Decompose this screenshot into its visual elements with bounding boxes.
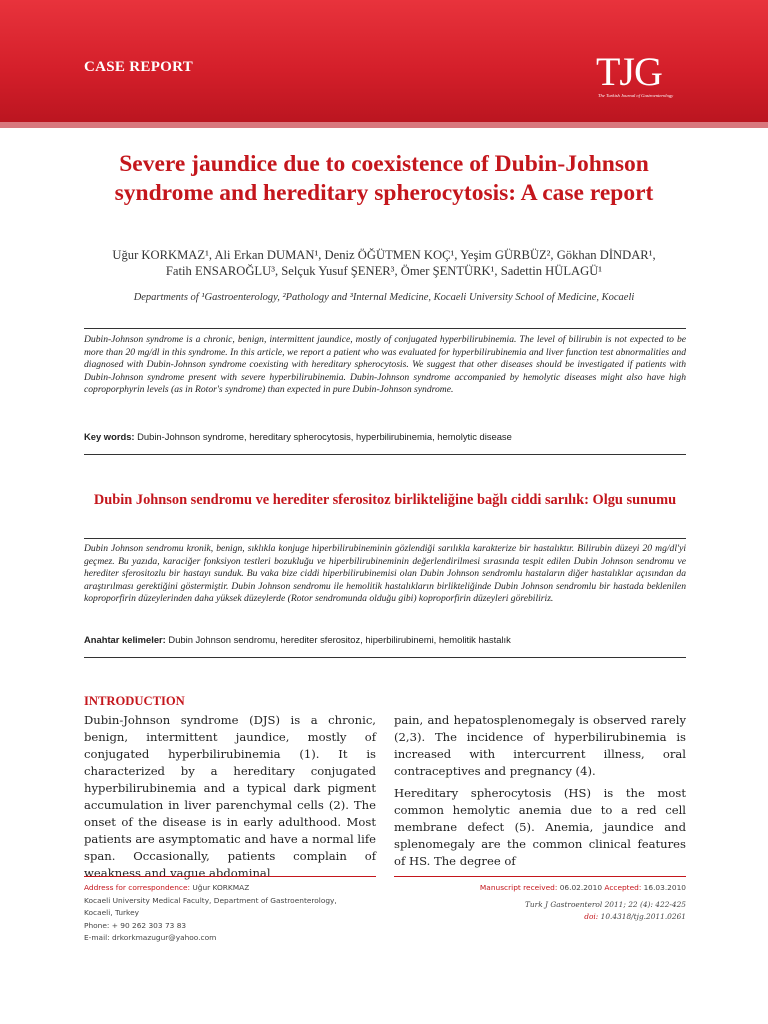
keywords-turkish [84, 634, 686, 645]
anahtar-kelimeler-value: Dubin Johnson sendromu, herediter sferositoz, hiperbilirubinemi, hemolitik hastalık [168, 634, 511, 645]
correspondence-address [84, 882, 384, 945]
authors-line-2: Fatih ENSAROĞLU³, Selçuk Yusuf ŞENER³, Ömer ŞENTÜRK¹, Sadettin HÜLAGÜ¹ [165, 264, 603, 278]
accepted-label: Accepted: [604, 883, 642, 892]
body-column-right [394, 712, 686, 870]
logo-subtitle: The Turkish Journal of Gastroenterology [598, 93, 674, 98]
doi-value: 10.4318/tjg.2011.0261 [600, 912, 686, 921]
doi-label: doi: [584, 912, 599, 921]
doi [394, 911, 686, 924]
email-address: E-mail: drkorkmazugur@yahoo.com [84, 933, 217, 942]
section-label: CASE REPORT [84, 59, 194, 75]
turkish-abstract-bottom-rule [84, 657, 686, 658]
keywords-english [84, 431, 686, 442]
received-date: 06.02.2010 [559, 883, 603, 892]
body-column-left [84, 712, 376, 882]
author-list [84, 247, 684, 279]
received-label: Manuscript received: [479, 883, 558, 892]
turkish-title: Dubin Johnson sendromu ve herediter sferositoz birlikteliğine bağlı ciddi sarılık: Olgu sunumu [93, 492, 677, 508]
logo-text: TJG [596, 49, 662, 94]
manuscript-dates [394, 882, 686, 895]
correspondence-label: Address for correspondence: [84, 883, 190, 892]
abstract-bottom-rule [84, 454, 686, 455]
correspondence-name: Uğur KORKMAZ [192, 883, 250, 892]
journal-logo [596, 49, 692, 102]
address-line-1: Kocaeli University Medical Faculty, Department of Gastroenterology, [84, 895, 337, 905]
accepted-date: 16.03.2010 [643, 883, 686, 892]
address-line-2: Kocaeli, Turkey [84, 908, 139, 917]
abstract-top-rule [84, 328, 686, 329]
keywords-value: Dubin-Johnson syndrome, hereditary spherocytosis, hyperbilirubinemia, hemolytic disease [137, 431, 512, 442]
footer-rule-right [394, 876, 686, 877]
keywords-label: Key words: [84, 431, 135, 442]
phone-number: Phone: + 90 262 303 73 83 [84, 920, 187, 930]
manuscript-meta [394, 882, 686, 924]
intro-paragraph-3: Hereditary spherocytosis (HS) is the most common hemolytic anemia due to a red cell membrane defect (5). Anemia, jaundice and splenomegaly are the common clinical features of HS. The degree of [394, 786, 686, 868]
turkish-abstract-top-rule [84, 538, 686, 539]
affiliations: Departments of ¹Gastroenterology, ²Pathology and ³Internal Medicine, Kocaeli University School of Medicine, Kocaeli [133, 292, 635, 303]
authors-line-1: Uğur KORKMAZ¹, Ali Erkan DUMAN¹, Deniz ÖĞÜTMEN KOÇ¹, Yeşim GÜRBÜZ², Gökhan DİNDAR¹, [112, 248, 656, 262]
article-title: Severe jaundice due to coexistence of Dubin-Johnson syndrome and hereditary spherocytosis: A case report [114, 151, 654, 206]
intro-paragraph-2: pain, and hepatosplenomegaly is observed rarely (2,3). The incidence of hyperbilirubinemia is increased with intercurrent illness, oral contraceptives and pregnancy (4). [394, 713, 686, 778]
abstract-turkish: Dubin Johnson sendromu kronik, benign, sıklıkla konjuge hiperbilirubineminin gözlendiği sarılıkla karakterize bir hastalıktır. Bilirubin düzeyi 20 mg/dl'yi geçmez. Bu yazıda, karaciğer fonksiyon testleri bozukluğu ve hiperbilirubineminin değerlendirilmesi sırasında tespit edilen Dubin Johnson sendromu ve herediter sferositozlu bir hastayı sunduk. Bu vaka bize ciddi hiperbilirubinemisi olan Dubin Johnson sendromlu hastaların diğer hastalıklar açısından da araştırılması gerektiğini göstermiştir. Dubin Johnson sendromu ile hemolitik hastalıkların birlikteliğinde Dubin Johnson sendromlu bir hastada beklenilen koproporfirin düzeylerinden daha yüksek düzeylerde (Rotor sendromunda olduğu gibi) koproporfirin düzeyleri görebiliriz. [84, 543, 686, 605]
footer-rule-left [84, 876, 376, 877]
introduction-heading: INTRODUCTION [84, 694, 185, 708]
intro-paragraph-1: Dubin-Johnson syndrome (DJS) is a chronic, benign, intermittent jaundice, mostly of conjugated hyperbilirubinemia (1). It is characterized by a hereditary conjugated hyperbilirubinemia and a typical dark pigment accumulation in liver parenchymal cells (2). The onset of the disease is in early adulthood. Most patients are asymptomatic and have a normal life span. Occasionally, patients complain of weakness and vague abdominal [84, 713, 376, 880]
abstract-english: Dubin-Johnson syndrome is a chronic, benign, intermittent jaundice, mostly of conjugated hyperbilirubinemia. The level of bilirubin is not expected to be more than 20 mg/dl in this syndrome. In this article, we report a patient who was evaluated for hyperbilirubinemia and liver function test abnormalities and diagnosed with Dubin-Johnson syndrome coexisting with hereditary spherocytosis. We suggest that other diseases should be investigated if patients with Dubin-Johnson syndrome present with severe hyperbilirubinemia. Dubin-Johnson syndrome accompanied by hemolytic diseases might also have high coproporphyrin levels (as in Rotor's syndrome) than expected in pure Dubin-Johnson syndrome. [84, 334, 686, 396]
journal-citation: Turk J Gastroenterol 2011; 22 (4): 422-425 [524, 899, 686, 909]
anahtar-kelimeler-label: Anahtar kelimeler: [84, 634, 166, 645]
